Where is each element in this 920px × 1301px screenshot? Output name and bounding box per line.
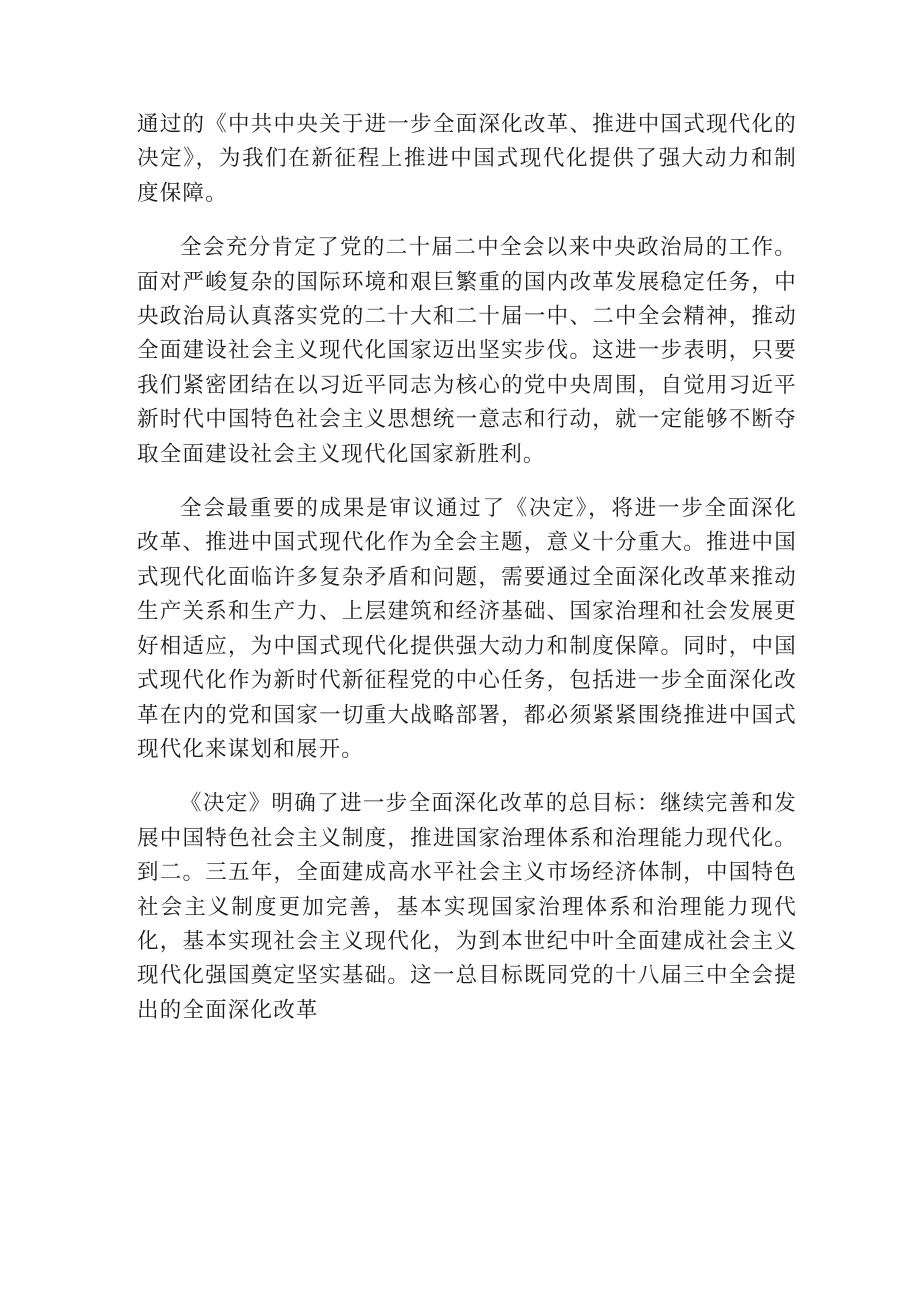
paragraph-2: 全会充分肯定了党的二十届二中全会以来中央政治局的工作。面对严峻复杂的国际环境和艰巨繁重的国内改革发展稳定任务，中央政治局认真落实党的二十大和二十届一中、二中全会精神，推动全面建设社会主义现代化国家迈出坚实步伐。这进一步表明，只要我们紧密团结在以习近平同志为核心的党中央周围，自觉用习近平新时代中国特色社会主义思想统一意志和行动，就一定能够不断夺取全面建设社会主义现代化国家新胜利。 [137,235,797,467]
paragraph-4: 《决定》明确了进一步全面深化改革的总目标：继续完善和发展中国特色社会主义制度，推进国家治理体系和治理能力现代化。到二。三五年，全面建成高水平社会主义市场经济体制，中国特色社会主义制度更加完善，基本实现国家治理体系和治理能力现代化，基本实现社会主义现代化，为到本世纪中叶全面建成社会主义现代化强国奠定坚实基础。这一总目标既同党的十八届三中全会提出的全面深化改革 [137,791,797,1023]
paragraph-3: 全会最重要的成果是审议通过了《决定》，将进一步全面深化改革、推进中国式现代化作为全会主题，意义十分重大。推进中国式现代化面临许多复杂矛盾和问题，需要通过全面深化改革来推动生产关系和生产力、上层建筑和经济基础、国家治理和社会发展更好相适应，为中国式现代化提供强大动力和制度保障。同时，中国式现代化作为新时代新征程党的中心任务，包括进一步全面深化改革在内的党和国家一切重大战略部署，都必须紧紧围绕推进中国式现代化来谋划和展开。 [137,496,797,762]
paragraph-1: 通过的《中共中央关于进一步全面深化改革、推进中国式现代化的决定》，为我们在新征程上推进中国式现代化提供了强大动力和制度保障。 [137,112,797,206]
document-body [137,108,797,1028]
